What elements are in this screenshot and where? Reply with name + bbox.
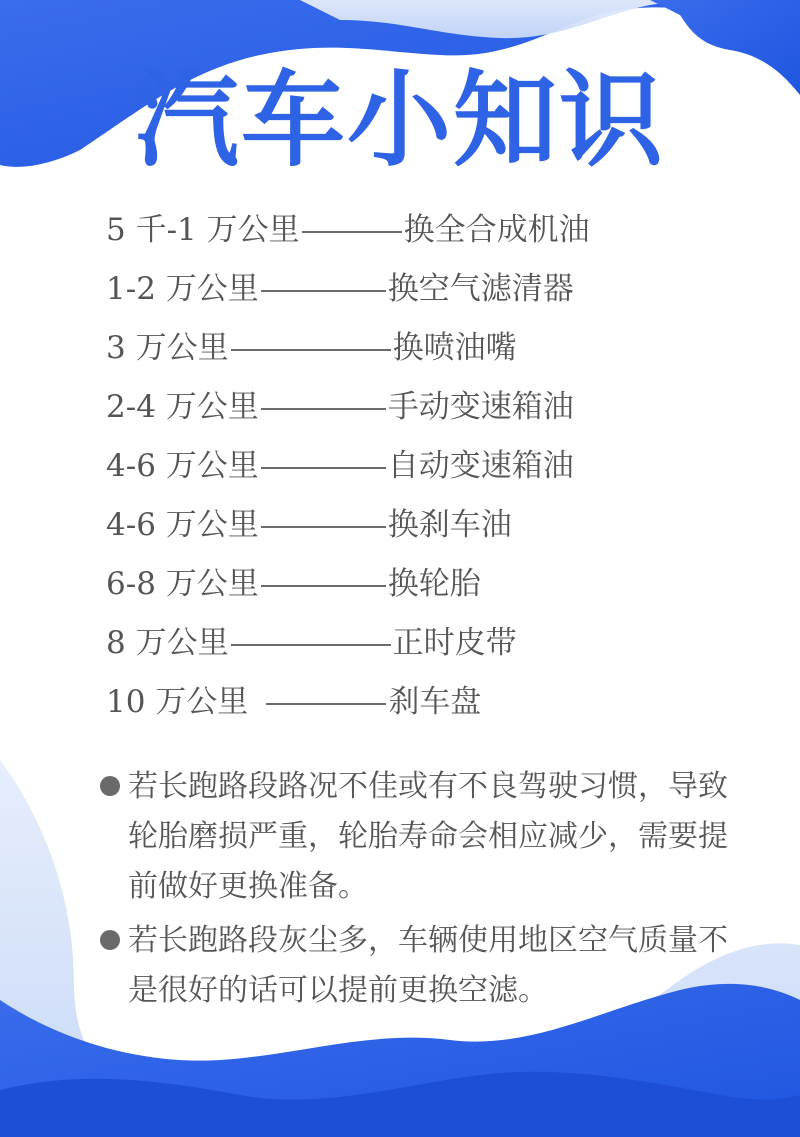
list-item: [106, 677, 590, 736]
dash-divider: [261, 467, 386, 469]
list-item: [106, 559, 590, 618]
bullet-icon: [100, 776, 120, 796]
item-label: 刹车盘: [388, 684, 482, 720]
distance-label: 5 千-1 万公里: [106, 212, 300, 248]
item-label: 换刹车油: [387, 507, 512, 543]
list-item: [106, 205, 590, 264]
item-label: 换轮胎: [387, 566, 481, 602]
item-label: 正时皮带: [392, 625, 517, 661]
note-item: [100, 916, 740, 1016]
dash-divider: [261, 408, 386, 410]
dash-divider: [302, 231, 402, 233]
distance-label: 10 万公里: [106, 684, 249, 720]
distance-label: 4-6 万公里: [106, 507, 259, 543]
distance-label: 6-8 万公里: [106, 566, 259, 602]
page-title: 汽车小知识: [134, 59, 665, 181]
note-text: 若长跑路段灰尘多，车辆使用地区空气质量不是很好的话可以提前更换空滤。: [128, 923, 728, 1008]
dash-divider: [261, 290, 386, 292]
note-item: [100, 762, 740, 912]
distance-label: 1-2 万公里: [106, 271, 259, 307]
distance-label: 3 万公里: [106, 330, 229, 366]
dash-divider: [266, 703, 386, 705]
item-label: 手动变速箱油: [387, 389, 574, 425]
list-item: [106, 323, 590, 382]
list-item: [106, 500, 590, 559]
dash-divider: [231, 644, 391, 646]
note-text: 若长跑路段路况不佳或有不良驾驶习惯，导致轮胎磨损严重，轮胎寿命会相应减少，需要提前做好更换准备。: [128, 769, 728, 904]
item-label: 换空气滤清器: [387, 271, 574, 307]
distance-label: 2-4 万公里: [106, 389, 259, 425]
list-item: [106, 441, 590, 500]
dash-divider: [261, 585, 386, 587]
dash-divider: [231, 349, 391, 351]
item-label: 换喷油嘴: [392, 330, 517, 366]
list-item: [106, 618, 590, 677]
distance-label: 8 万公里: [106, 625, 229, 661]
list-item: [106, 264, 590, 323]
dash-divider: [261, 526, 386, 528]
item-label: 自动变速箱油: [387, 448, 574, 484]
distance-label: 4-6 万公里: [106, 448, 259, 484]
bullet-icon: [100, 930, 120, 950]
item-label: 换全合成机油: [403, 212, 590, 248]
list-item: [106, 382, 590, 441]
maintenance-list: [106, 205, 590, 736]
notes-section: [100, 762, 740, 1020]
